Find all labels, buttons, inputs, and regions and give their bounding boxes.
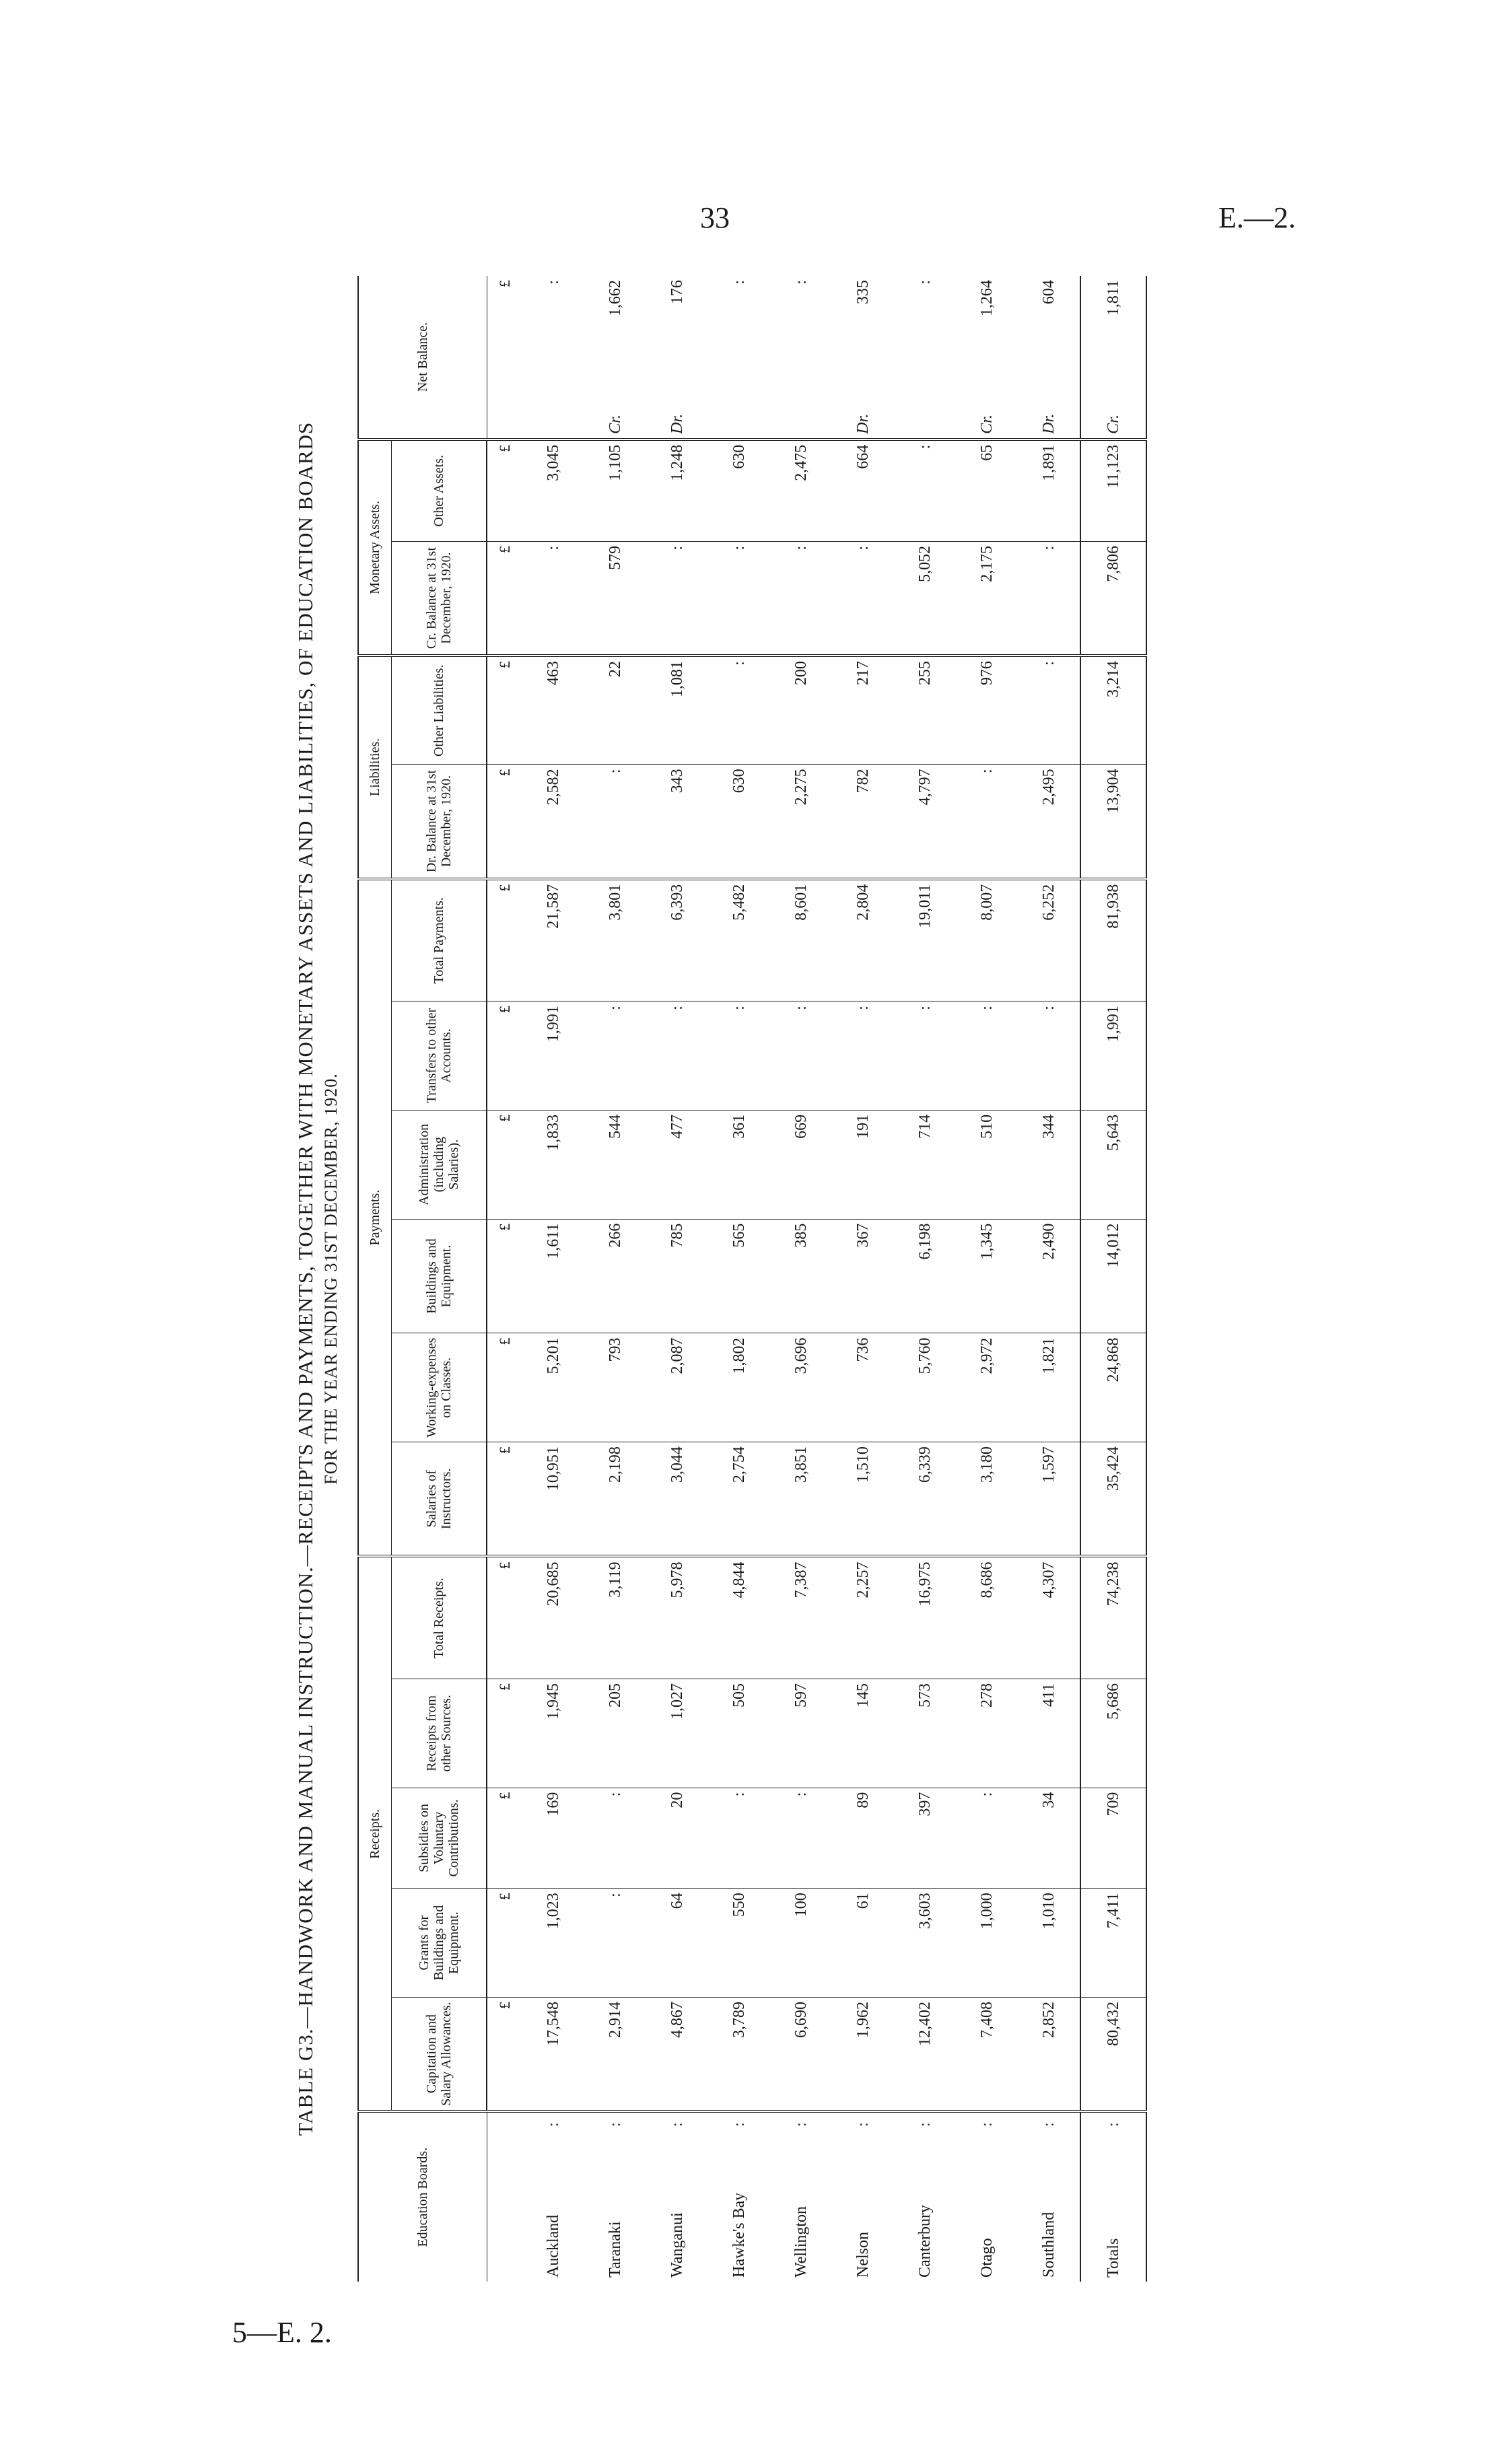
- board-name-text: Wellington: [792, 2206, 810, 2278]
- header-other-receipts: Receipts from other Sources.: [392, 1679, 487, 1788]
- total-receipts-cell: 20,685: [522, 1556, 584, 1679]
- subsidies-cell: 20: [646, 1788, 708, 1889]
- group-payments: Payments.: [358, 879, 392, 1557]
- capitation-cell: 17,548: [522, 1997, 584, 2111]
- table-row: [832, 276, 894, 2282]
- leader-dots: :: [606, 2117, 624, 2127]
- total-payments-cell: 6,252: [1018, 879, 1080, 1001]
- leader-dots: :: [1104, 2117, 1122, 2127]
- total-payments-cell: 21,587: [522, 879, 584, 1001]
- grants-cell: :: [584, 1889, 646, 1998]
- total-payments-cell: 8,007: [956, 879, 1018, 1001]
- grants-cell: 3,603: [894, 1889, 956, 1998]
- other-receipts-cell: 145: [832, 1679, 894, 1788]
- leader-dots: :: [977, 2117, 996, 2127]
- total-receipts-cell: 2,257: [832, 1556, 894, 1679]
- salaries-cell: 35,424: [1080, 1442, 1146, 1557]
- working-expenses-cell: 5,201: [522, 1333, 584, 1442]
- cr-balance-cell: :: [708, 541, 770, 656]
- net-balance-direction: Cr.: [977, 415, 996, 434]
- dr-balance-cell: 2,275: [770, 765, 832, 879]
- header-salaries: Salaries of Instructors.: [392, 1442, 487, 1557]
- salaries-cell: 6,339: [894, 1442, 956, 1557]
- table-row: [708, 276, 770, 2282]
- subsidies-cell: :: [770, 1788, 832, 1889]
- subsidies-cell: :: [584, 1788, 646, 1889]
- other-liabilities-cell: :: [1018, 656, 1080, 765]
- dr-balance-cell: 2,582: [522, 765, 584, 879]
- buildings-cell: 2,490: [1018, 1219, 1080, 1333]
- dr-balance-cell: 343: [646, 765, 708, 879]
- administration-cell: 344: [1018, 1110, 1080, 1219]
- net-balance-value: :: [792, 280, 810, 285]
- transfers-cell: :: [646, 1001, 708, 1111]
- capitation-cell: 12,402: [894, 1997, 956, 2111]
- unit-cell: £: [487, 765, 522, 879]
- net-balance-value: :: [730, 280, 748, 285]
- total-receipts-cell: 74,238: [1080, 1556, 1146, 1679]
- transfers-cell: :: [894, 1001, 956, 1111]
- total-receipts-cell: 4,844: [708, 1556, 770, 1679]
- dr-balance-cell: 2,495: [1018, 765, 1080, 879]
- salaries-cell: 1,597: [1018, 1442, 1080, 1557]
- capitation-cell: 6,690: [770, 1997, 832, 2111]
- total-payments-cell: 8,601: [770, 879, 832, 1001]
- net-balance-value: 335: [854, 280, 872, 304]
- total-receipts-cell: 4,307: [1018, 1556, 1080, 1679]
- board-name-text: Taranaki: [606, 2221, 624, 2278]
- net-balance-value: 604: [1039, 280, 1058, 304]
- dr-balance-cell: 630: [708, 765, 770, 879]
- capitation-cell: 7,408: [956, 1997, 1018, 2111]
- grants-cell: 1,023: [522, 1889, 584, 1998]
- net-balance-direction: Cr.: [1104, 415, 1122, 434]
- net-balance-cell: [1018, 276, 1080, 439]
- other-liabilities-cell: 22: [584, 656, 646, 765]
- other-liabilities-cell: 217: [832, 656, 894, 765]
- salaries-cell: 2,754: [708, 1442, 770, 1557]
- other-receipts-cell: 505: [708, 1679, 770, 1788]
- dr-balance-cell: 4,797: [894, 765, 956, 879]
- other-receipts-cell: 573: [894, 1679, 956, 1788]
- other-liabilities-cell: 463: [522, 656, 584, 765]
- capitation-cell: 2,914: [584, 1997, 646, 2111]
- header-cr-balance: Cr. Balance at 31st December, 1920.: [392, 541, 487, 656]
- board-name-text: Auckland: [544, 2214, 562, 2278]
- other-receipts-cell: 278: [956, 1679, 1018, 1788]
- salaries-cell: 3,180: [956, 1442, 1018, 1557]
- header-net-balance: Net Balance.: [358, 276, 487, 439]
- unit-cell: £: [487, 1679, 522, 1788]
- working-expenses-cell: 793: [584, 1333, 646, 1442]
- subsidies-cell: 397: [894, 1788, 956, 1889]
- net-balance-cell: [894, 276, 956, 439]
- cr-balance-cell: 5,052: [894, 541, 956, 656]
- transfers-cell: :: [770, 1001, 832, 1111]
- table-row: [1018, 276, 1080, 2282]
- finance-table: [357, 276, 1147, 2282]
- dr-balance-cell: :: [956, 765, 1018, 879]
- unit-cell: £: [487, 1889, 522, 1998]
- other-assets-cell: :: [894, 439, 956, 542]
- other-receipts-cell: 205: [584, 1679, 646, 1788]
- net-balance-cell: [646, 276, 708, 439]
- other-liabilities-cell: 3,214: [1080, 656, 1146, 765]
- cr-balance-cell: :: [646, 541, 708, 656]
- unit-cell: £: [487, 541, 522, 656]
- subsidies-cell: 89: [832, 1788, 894, 1889]
- other-receipts-cell: 1,945: [522, 1679, 584, 1788]
- header-boards: Education Boards.: [358, 2111, 487, 2282]
- total-payments-cell: 81,938: [1080, 879, 1146, 1001]
- net-balance-cell: [1080, 276, 1146, 439]
- other-assets-cell: 1,105: [584, 439, 646, 542]
- header-grants: Grants for Buildings and Equipment.: [392, 1889, 487, 1998]
- other-assets-cell: 630: [708, 439, 770, 542]
- net-balance-direction: Cr.: [606, 415, 624, 434]
- units-cell-blank: [487, 2111, 522, 2282]
- net-balance-cell: [708, 276, 770, 439]
- other-liabilities-cell: :: [708, 656, 770, 765]
- administration-cell: 1,833: [522, 1110, 584, 1219]
- unit-cell: £: [487, 439, 522, 542]
- board-name: [522, 2111, 584, 2282]
- total-payments-cell: 3,801: [584, 879, 646, 1001]
- board-name: [1080, 2111, 1146, 2282]
- net-balance-cell: [584, 276, 646, 439]
- totals-row: [1080, 276, 1146, 2282]
- buildings-cell: 785: [646, 1219, 708, 1333]
- cr-balance-cell: 7,806: [1080, 541, 1146, 656]
- header-subsidies: Subsidies on Voluntary Contributions.: [392, 1788, 487, 1889]
- capitation-cell: 3,789: [708, 1997, 770, 2111]
- other-receipts-cell: 1,027: [646, 1679, 708, 1788]
- cr-balance-cell: :: [770, 541, 832, 656]
- unit-cell: £: [487, 1788, 522, 1889]
- board-name-text: Totals: [1104, 2238, 1122, 2278]
- net-balance-direction: Dr.: [1039, 413, 1058, 434]
- transfers-cell: :: [832, 1001, 894, 1111]
- buildings-cell: 6,198: [894, 1219, 956, 1333]
- grants-cell: 100: [770, 1889, 832, 1998]
- working-expenses-cell: 24,868: [1080, 1333, 1146, 1442]
- other-assets-cell: 3,045: [522, 439, 584, 542]
- net-balance-cell: [832, 276, 894, 439]
- table-row: [956, 276, 1018, 2282]
- table-row: [894, 276, 956, 2282]
- group-receipts: Receipts.: [358, 1556, 392, 2111]
- net-balance-value: :: [544, 280, 562, 285]
- administration-cell: 477: [646, 1110, 708, 1219]
- cr-balance-cell: 579: [584, 541, 646, 656]
- board-name-text: Canterbury: [915, 2205, 934, 2278]
- salaries-cell: 3,851: [770, 1442, 832, 1557]
- total-payments-cell: 6,393: [646, 879, 708, 1001]
- leader-dots: :: [544, 2117, 562, 2127]
- header-total-payments: Total Payments.: [392, 879, 487, 1001]
- transfers-cell: :: [584, 1001, 646, 1111]
- leader-dots: :: [915, 2117, 934, 2127]
- grants-cell: 550: [708, 1889, 770, 1998]
- other-assets-cell: 664: [832, 439, 894, 542]
- unit-cell: £: [487, 1001, 522, 1111]
- grants-cell: 61: [832, 1889, 894, 1998]
- board-name: [770, 2111, 832, 2282]
- units-row: [487, 276, 522, 2282]
- board-name: [894, 2111, 956, 2282]
- header-total-receipts: Total Receipts.: [392, 1556, 487, 1679]
- total-payments-cell: 19,011: [894, 879, 956, 1001]
- board-name: [708, 2111, 770, 2282]
- salaries-cell: 10,951: [522, 1442, 584, 1557]
- board-name: [956, 2111, 1018, 2282]
- dr-balance-cell: :: [584, 765, 646, 879]
- unit-cell: £: [487, 276, 522, 439]
- subsidies-cell: :: [956, 1788, 1018, 1889]
- other-receipts-cell: 597: [770, 1679, 832, 1788]
- table-row: [770, 276, 832, 2282]
- total-receipts-cell: 7,387: [770, 1556, 832, 1679]
- unit-cell: £: [487, 1556, 522, 1679]
- subsidies-cell: :: [708, 1788, 770, 1889]
- other-assets-cell: 65: [956, 439, 1018, 542]
- salaries-cell: 2,198: [584, 1442, 646, 1557]
- working-expenses-cell: 5,760: [894, 1333, 956, 1442]
- board-name-text: Otago: [977, 2238, 996, 2278]
- total-payments-cell: 5,482: [708, 879, 770, 1001]
- buildings-cell: 1,611: [522, 1219, 584, 1333]
- transfers-cell: :: [1018, 1001, 1080, 1111]
- subsidies-cell: 709: [1080, 1788, 1146, 1889]
- other-receipts-cell: 5,686: [1080, 1679, 1146, 1788]
- subsidies-cell: 169: [522, 1788, 584, 1889]
- caption-line-2: FOR THE YEAR ENDING 31ST DECEMBER, 1920.: [321, 1073, 341, 1485]
- header-other-liabilities: Other Liabilities.: [392, 656, 487, 765]
- working-expenses-cell: 3,696: [770, 1333, 832, 1442]
- net-balance-cell: [522, 276, 584, 439]
- unit-cell: £: [487, 879, 522, 1001]
- other-liabilities-cell: 255: [894, 656, 956, 765]
- header-transfers: Transfers to other Accounts.: [392, 1001, 487, 1111]
- board-name: [584, 2111, 646, 2282]
- group-assets: Monetary Assets.: [358, 439, 392, 656]
- capitation-cell: 1,962: [832, 1997, 894, 2111]
- grants-cell: 1,010: [1018, 1889, 1080, 1998]
- capitation-cell: 80,432: [1080, 1997, 1146, 2111]
- board-name: [1018, 2111, 1080, 2282]
- leader-dots: :: [854, 2117, 872, 2127]
- board-name-text: Nelson: [854, 2232, 872, 2278]
- buildings-cell: 367: [832, 1219, 894, 1333]
- subsidies-cell: 34: [1018, 1788, 1080, 1889]
- series-reference: E.—2.: [1218, 201, 1296, 234]
- other-liabilities-cell: 976: [956, 656, 1018, 765]
- total-receipts-cell: 5,978: [646, 1556, 708, 1679]
- header-other-assets: Other Assets.: [392, 439, 487, 542]
- capitation-cell: 4,867: [646, 1997, 708, 2111]
- dr-balance-cell: 13,904: [1080, 765, 1146, 879]
- leader-dots: :: [792, 2117, 810, 2127]
- cr-balance-cell: :: [1018, 541, 1080, 656]
- caption-line-1: TABLE G3.—HANDWORK AND MANUAL INSTRUCTION.—RECEIPTS AND PAYMENTS, TOGETHER WITH MONETARY ASSETS AND LIABILITIES, OF EDUCATION BOARDS: [293, 421, 317, 2136]
- grants-cell: 7,411: [1080, 1889, 1146, 1998]
- unit-cell: £: [487, 1219, 522, 1333]
- table-row: [522, 276, 584, 2282]
- cr-balance-cell: :: [522, 541, 584, 656]
- other-liabilities-cell: 1,081: [646, 656, 708, 765]
- footer-reference: 5—E. 2.: [232, 2316, 332, 2349]
- working-expenses-cell: 1,821: [1018, 1333, 1080, 1442]
- net-balance-value: 176: [668, 280, 686, 304]
- net-balance-value: 1,811: [1104, 280, 1122, 316]
- buildings-cell: 1,345: [956, 1219, 1018, 1333]
- working-expenses-cell: 2,087: [646, 1333, 708, 1442]
- table-caption: [293, 276, 357, 2282]
- board-name-text: Southland: [1039, 2212, 1058, 2278]
- other-assets-cell: 1,891: [1018, 439, 1080, 542]
- grants-cell: 1,000: [956, 1889, 1018, 1998]
- header-dr-balance: Dr. Balance at 31st December, 1920.: [392, 765, 487, 879]
- capitation-cell: 2,852: [1018, 1997, 1080, 2111]
- transfers-cell: :: [956, 1001, 1018, 1111]
- buildings-cell: 266: [584, 1219, 646, 1333]
- transfers-cell: :: [708, 1001, 770, 1111]
- dr-balance-cell: 782: [832, 765, 894, 879]
- table-row: [584, 276, 646, 2282]
- net-balance-value: 1,662: [606, 280, 624, 316]
- working-expenses-cell: 2,972: [956, 1333, 1018, 1442]
- rotated-table-block: [293, 276, 1141, 2282]
- transfers-cell: 1,991: [1080, 1001, 1146, 1111]
- salaries-cell: 1,510: [832, 1442, 894, 1557]
- table-row: [646, 276, 708, 2282]
- other-assets-cell: 11,123: [1080, 439, 1146, 542]
- unit-cell: £: [487, 1333, 522, 1442]
- unit-cell: £: [487, 1442, 522, 1557]
- unit-cell: £: [487, 1997, 522, 2111]
- header-capitation: Capitation and Salary Allowances.: [392, 1997, 487, 2111]
- board-name: [646, 2111, 708, 2282]
- salaries-cell: 3,044: [646, 1442, 708, 1557]
- cr-balance-cell: 2,175: [956, 541, 1018, 656]
- header-buildings: Buildings and Equipment.: [392, 1219, 487, 1333]
- total-payments-cell: 2,804: [832, 879, 894, 1001]
- other-liabilities-cell: 200: [770, 656, 832, 765]
- other-assets-cell: 1,248: [646, 439, 708, 542]
- working-expenses-cell: 736: [832, 1333, 894, 1442]
- leader-dots: :: [730, 2117, 748, 2127]
- header-working-expenses: Working-expenses on Classes.: [392, 1333, 487, 1442]
- transfers-cell: 1,991: [522, 1001, 584, 1111]
- total-receipts-cell: 8,686: [956, 1556, 1018, 1679]
- board-name-text: Wanganui: [668, 2212, 686, 2278]
- net-balance-direction: Dr.: [668, 413, 686, 434]
- board-name: [832, 2111, 894, 2282]
- administration-cell: 510: [956, 1110, 1018, 1219]
- header-administration: Administration (including Salaries).: [392, 1110, 487, 1219]
- total-receipts-cell: 3,119: [584, 1556, 646, 1679]
- net-balance-cell: [956, 276, 1018, 439]
- buildings-cell: 385: [770, 1219, 832, 1333]
- table-body: [487, 276, 1146, 2282]
- grants-cell: 64: [646, 1889, 708, 1998]
- cr-balance-cell: :: [832, 541, 894, 656]
- working-expenses-cell: 1,802: [708, 1333, 770, 1442]
- administration-cell: 714: [894, 1110, 956, 1219]
- administration-cell: 361: [708, 1110, 770, 1219]
- net-balance-value: 1,264: [977, 280, 996, 316]
- leader-dots: :: [668, 2117, 686, 2127]
- buildings-cell: 565: [708, 1219, 770, 1333]
- other-assets-cell: 2,475: [770, 439, 832, 542]
- net-balance-cell: [770, 276, 832, 439]
- administration-cell: 669: [770, 1110, 832, 1219]
- group-liabilities: Liabilities.: [358, 656, 392, 879]
- administration-cell: 191: [832, 1110, 894, 1219]
- net-balance-direction: Dr.: [854, 413, 872, 434]
- buildings-cell: 14,012: [1080, 1219, 1146, 1333]
- total-receipts-cell: 16,975: [894, 1556, 956, 1679]
- unit-cell: £: [487, 656, 522, 765]
- administration-cell: 544: [584, 1110, 646, 1219]
- unit-cell: £: [487, 1110, 522, 1219]
- administration-cell: 5,643: [1080, 1110, 1146, 1219]
- other-receipts-cell: 411: [1018, 1679, 1080, 1788]
- page-number: 33: [700, 201, 730, 234]
- board-name-text: Hawke's Bay: [730, 2192, 748, 2278]
- leader-dots: :: [1039, 2117, 1058, 2127]
- net-balance-value: :: [915, 280, 934, 285]
